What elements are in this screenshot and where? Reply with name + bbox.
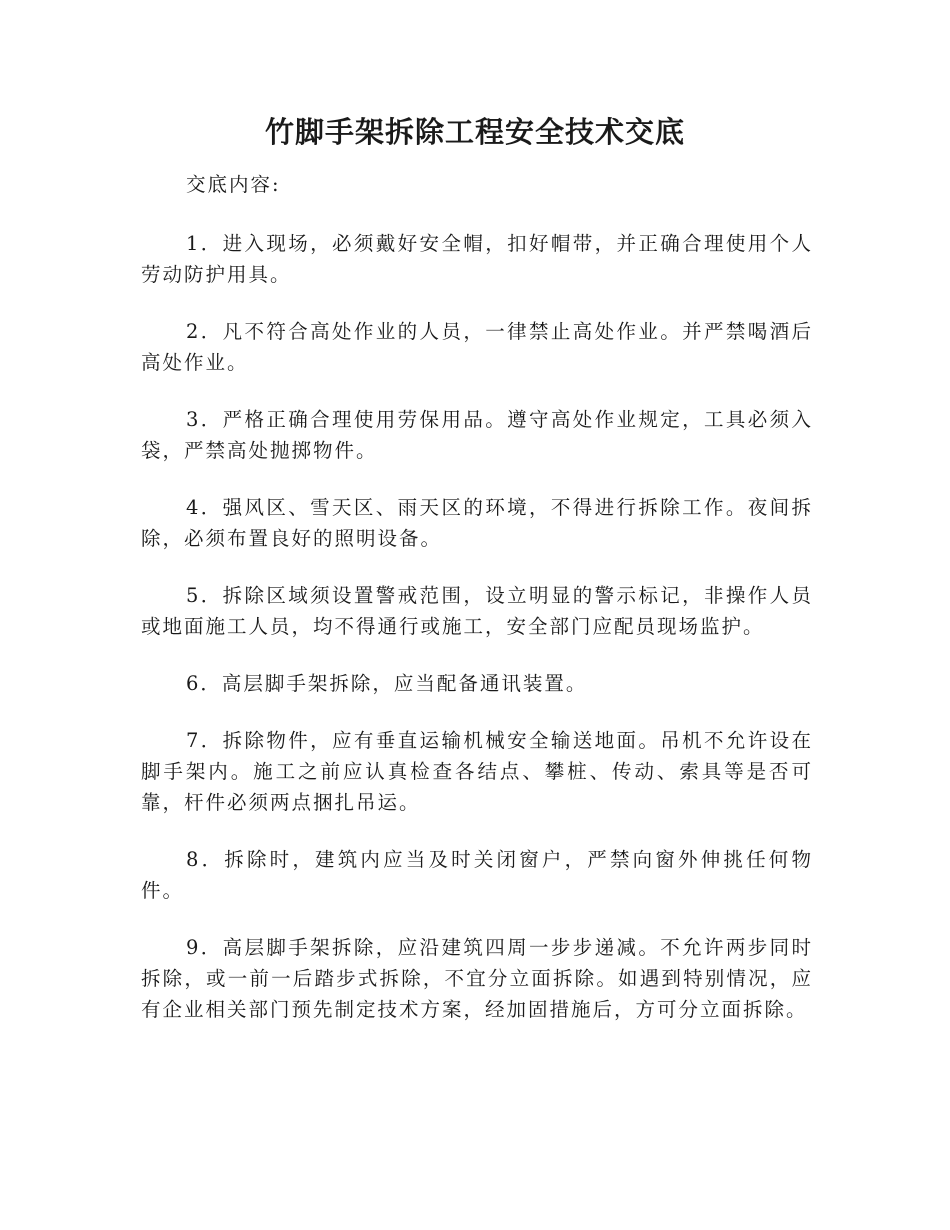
list-item-3: 3．严格正确合理使用劳保用品。遵守高处作业规定，工具必须入袋，严禁高处抛掷物件。 [141, 408, 813, 462]
list-item-1: 1．进入现场，必须戴好安全帽，扣好帽带，并正确合理使用个人劳动防护用具。 [141, 232, 813, 286]
list-item-2: 2．凡不符合高处作业的人员，一律禁止高处作业。并严禁喝酒后高处作业。 [141, 320, 813, 374]
list-item-8: 8．拆除时，建筑内应当及时关闭窗户，严禁向窗外伸挑任何物件。 [141, 848, 813, 902]
intro-text: 交底内容: [186, 173, 281, 196]
list-item-6: 6．高层脚手架拆除，应当配备通讯装置。 [186, 672, 588, 695]
list-item-7: 7．拆除物件，应有垂直运输机械安全输送地面。吊机不允许设在脚手架内。施工之前应认真检查各结点、攀桩、传动、索具等是否可靠，杆件必须两点捆扎吊运。 [141, 729, 813, 814]
list-item-5: 5．拆除区域须设置警戒范围，设立明显的警示标记，非操作人员或地面施工人员，均不得通行或施工，安全部门应配员现场监护。 [141, 584, 813, 638]
list-item-4: 4．强风区、雪天区、雨天区的环境，不得进行拆除工作。夜间拆除，必须布置良好的照明设备。 [141, 496, 813, 550]
document-title: 竹脚手架拆除工程安全技术交底 [264, 115, 685, 149]
document-body [141, 169, 813, 1051]
list-item-9: 9．高层脚手架拆除，应沿建筑四周一步步递减。不允许两步同时拆除，或一前一后踏步式拆除，不宜分立面拆除。如遇到特别情况，应有企业相关部门预先制定技术方案，经加固措施后，方可分立面拆除。 [141, 936, 813, 1021]
